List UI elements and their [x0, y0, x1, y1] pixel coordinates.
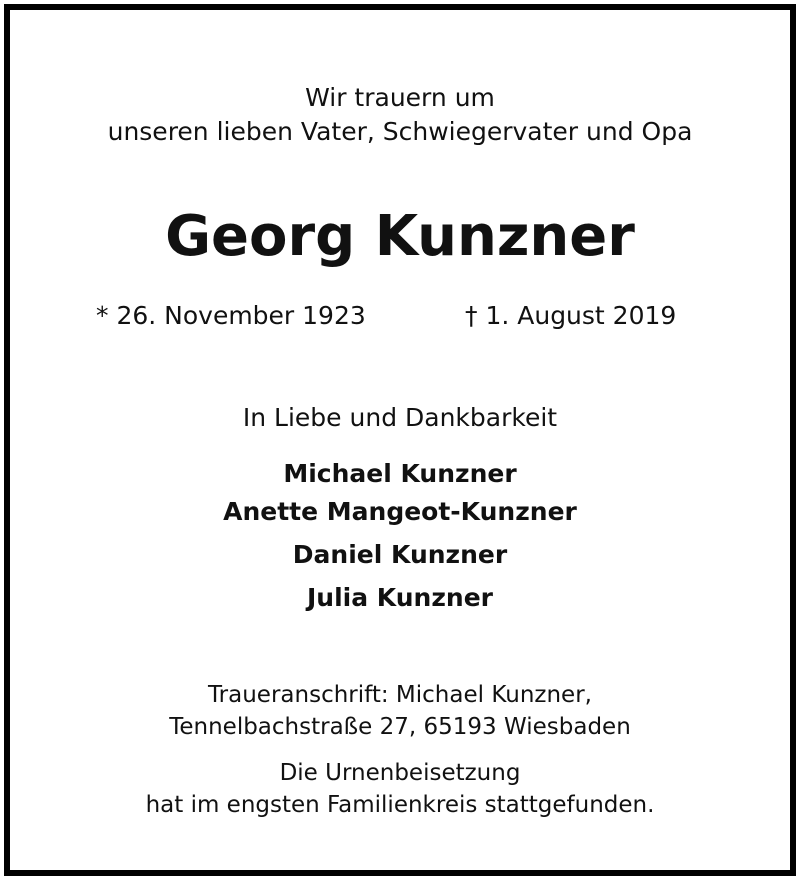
burial-line-2: hat im engsten Familienkreis stattgefunden. — [145, 792, 655, 818]
birth-date: * 26. November 1923 — [96, 301, 366, 330]
thanks-line: In Liebe und Dankbarkeit — [242, 403, 558, 432]
obituary-frame — [4, 4, 796, 876]
life-dates — [10, 300, 790, 332]
mourner-name: Daniel Kunzner — [292, 540, 508, 569]
mourner-name: Anette Mangeot-Kunzner — [223, 497, 577, 526]
address-line-2: Tennelbachstraße 27, 65193 Wiesbaden — [169, 714, 631, 740]
burial-line-1: Die Urnenbeisetzung — [279, 760, 521, 786]
intro-line-2: unseren lieben Vater, Schwiegervater und Opa — [107, 117, 693, 146]
mourner-name: Julia Kunzner — [307, 583, 493, 612]
address-line-1: Traueranschrift: Michael Kunzner, — [208, 682, 592, 708]
death-date: † 1. August 2019 — [465, 301, 677, 330]
intro-line-1: Wir trauern um — [305, 83, 495, 112]
deceased-name: Georg Kunzner — [165, 204, 635, 269]
mourner-name: Michael Kunzner — [283, 459, 517, 488]
